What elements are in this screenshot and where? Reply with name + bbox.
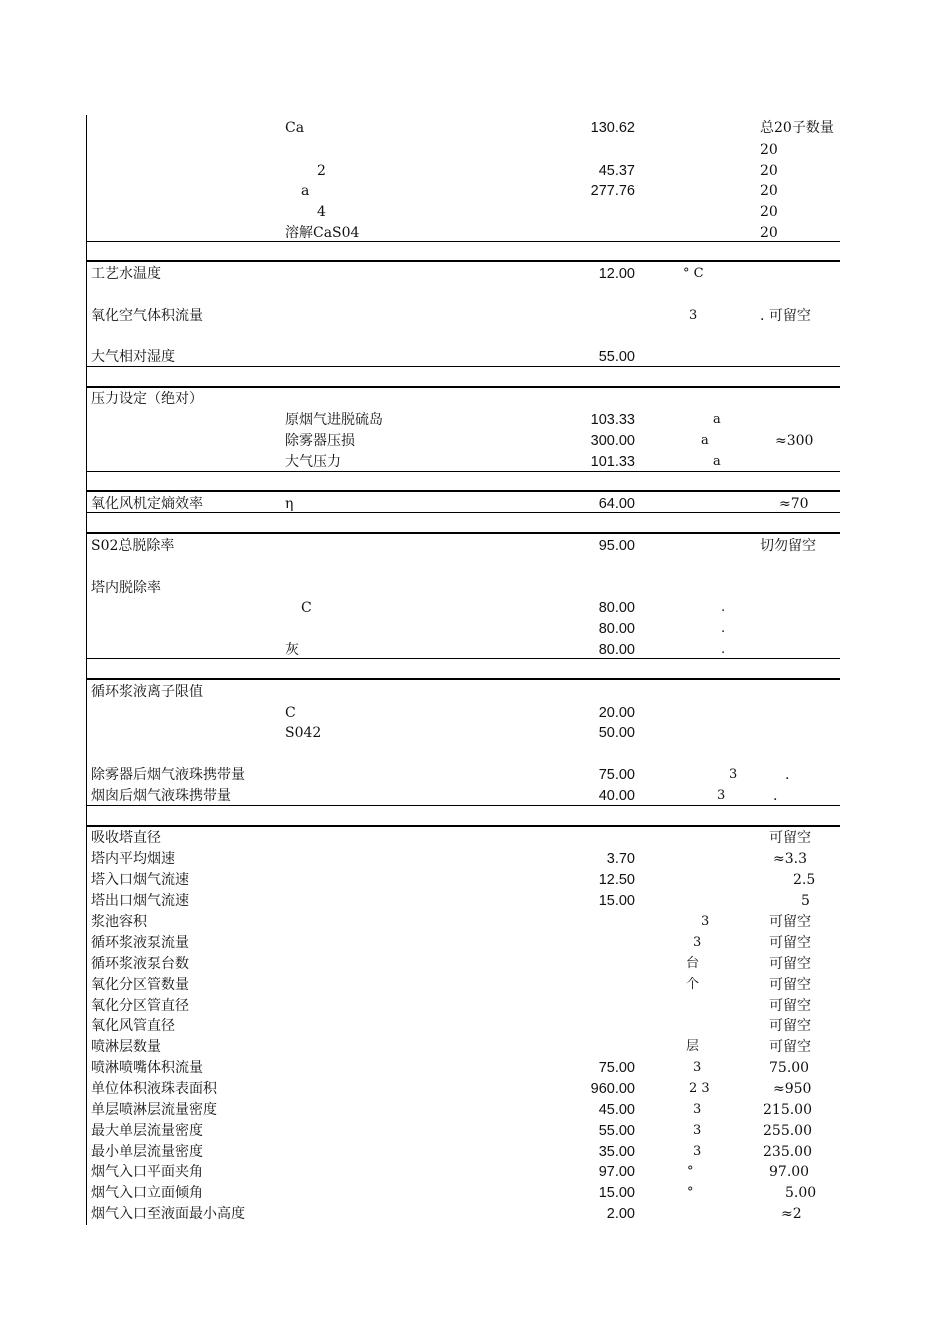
value-cell: 80.00 <box>598 600 635 616</box>
value-cell: 35.00 <box>598 1144 635 1160</box>
row-divider-line <box>86 678 840 680</box>
value-cell: 95.00 <box>598 538 635 554</box>
value-cell: 45.00 <box>598 1102 635 1118</box>
unit-cell: 3 <box>693 1060 702 1075</box>
unit-cell: 2 3 <box>689 1081 710 1096</box>
note-cell: 20 <box>760 183 778 199</box>
row-divider-line <box>86 260 840 262</box>
note-cell: ≈300 <box>775 433 814 449</box>
value-cell: 20.00 <box>598 705 635 721</box>
row-label: 氧化分区管数量 <box>91 977 189 993</box>
note-cell: 20 <box>760 142 778 158</box>
unit-cell: a <box>713 454 721 469</box>
left-border-line <box>86 115 87 1225</box>
row-divider-line <box>86 805 840 806</box>
row-label: 除雾器后烟气液珠携带量 <box>91 767 245 783</box>
value-cell: 80.00 <box>598 621 635 637</box>
sub-label: 除雾器压损 <box>285 433 355 449</box>
unit-cell: 个 <box>686 977 700 992</box>
row-label: 喷淋层数量 <box>91 1039 161 1055</box>
row-label: 氧化分区管直径 <box>91 998 189 1014</box>
note-cell: . <box>785 767 790 783</box>
row-label: 循环浆液泵流量 <box>91 935 189 951</box>
row-divider-line <box>86 386 840 388</box>
note-cell: 可留空 <box>769 914 811 930</box>
row-label: 工艺水温度 <box>91 266 161 282</box>
row-label: 烟气入口立面倾角 <box>91 1185 203 1201</box>
note-cell: 5.00 <box>785 1185 817 1201</box>
unit-cell: 3 <box>701 914 710 929</box>
value-cell: 12.50 <box>598 872 635 888</box>
unit-cell: . <box>721 642 726 657</box>
note-cell: 75.00 <box>769 1060 810 1076</box>
value-cell: 101.33 <box>590 454 635 470</box>
note-cell: 可留空 <box>769 956 811 972</box>
sub-label: C <box>301 600 312 616</box>
unit-cell: . <box>721 621 726 636</box>
row-label: 最小单层流量密度 <box>91 1144 203 1160</box>
value-cell: 2.00 <box>606 1206 635 1222</box>
sub-label: 4 <box>317 204 326 220</box>
unit-cell: a <box>701 433 709 448</box>
value-cell: 15.00 <box>598 893 635 909</box>
note-cell: 可留空 <box>769 935 811 951</box>
unit-cell: 3 <box>693 935 702 950</box>
unit-cell: 3 <box>693 1123 702 1138</box>
row-label: 塔内平均烟速 <box>91 851 175 867</box>
value-cell: 45.37 <box>598 163 635 179</box>
unit-cell: 3 <box>693 1144 702 1159</box>
row-divider-line <box>86 241 840 242</box>
sub-label: a <box>301 183 310 199</box>
note-cell: 可留空 <box>769 1018 811 1034</box>
sub-label: Ca <box>285 120 305 136</box>
row-label: 单位体积液珠表面积 <box>91 1081 217 1097</box>
note-cell: 可留空 <box>769 977 811 993</box>
unit-cell: 台 <box>686 956 700 971</box>
unit-cell: 3 <box>717 788 726 803</box>
row-divider-line <box>86 366 840 367</box>
row-label: 烟囱后烟气液珠携带量 <box>91 788 231 804</box>
note-cell: 总20子数量 <box>760 120 834 136</box>
row-label: 塔入口烟气流速 <box>91 872 189 888</box>
row-label: 吸收塔直径 <box>91 830 161 846</box>
row-label: 最大单层流量密度 <box>91 1123 203 1139</box>
value-cell: 15.00 <box>598 1185 635 1201</box>
note-cell: 切勿留空 <box>760 538 816 554</box>
row-divider-line <box>86 532 840 534</box>
note-cell: 可留空 <box>769 998 811 1014</box>
sub-label: 大气压力 <box>285 454 341 470</box>
value-cell: 75.00 <box>598 767 635 783</box>
note-cell: 可留空 <box>769 1039 811 1055</box>
row-divider-line <box>86 825 840 827</box>
note-cell: 255.00 <box>763 1123 812 1139</box>
unit-cell: 3 <box>693 1102 702 1117</box>
unit-cell: a <box>713 412 721 427</box>
note-cell: 215.00 <box>763 1102 812 1118</box>
sub-label: S042 <box>285 725 322 741</box>
row-label: 循环浆液离子限值 <box>91 684 203 700</box>
row-label: 压力设定（绝对） <box>91 391 203 407</box>
row-label: 氧化风管直径 <box>91 1018 175 1034</box>
row-label: 烟气入口平面夹角 <box>91 1164 203 1180</box>
row-label: 塔出口烟气流速 <box>91 893 189 909</box>
row-label: 氧化空气体积流量 <box>91 308 203 324</box>
note-cell: . <box>773 788 778 804</box>
value-cell: 80.00 <box>598 642 635 658</box>
note-cell: 97.00 <box>769 1164 810 1180</box>
value-cell: 64.00 <box>598 496 635 512</box>
row-label: 浆池容积 <box>91 914 147 930</box>
value-cell: 12.00 <box>598 266 635 282</box>
note-cell: ≈2 <box>781 1206 802 1222</box>
row-label: 循环浆液泵台数 <box>91 956 189 972</box>
note-cell: 2.5 <box>793 872 816 888</box>
value-cell: 130.62 <box>590 120 635 136</box>
value-cell: 3.70 <box>606 851 635 867</box>
note-cell: ≈70 <box>779 496 809 512</box>
row-divider-line <box>86 490 840 492</box>
row-divider-line <box>86 512 840 513</box>
value-cell: 75.00 <box>598 1060 635 1076</box>
value-cell: 55.00 <box>598 349 635 365</box>
unit-cell: ° <box>687 1164 694 1179</box>
value-cell: 277.76 <box>590 183 635 199</box>
row-label: 氧化风机定熵效率 <box>91 496 203 512</box>
row-label: 塔内脱除率 <box>91 580 161 596</box>
row-label: S02总脱除率 <box>91 538 175 554</box>
value-cell: 960.00 <box>590 1081 635 1097</box>
sub-label: 原烟气进脱硫岛 <box>285 412 383 428</box>
note-cell: 可留空 <box>769 830 811 846</box>
row-divider-line <box>86 658 840 659</box>
sub-label: 溶解CaS04 <box>285 225 360 241</box>
note-cell: 20 <box>760 163 778 179</box>
sub-label: η <box>285 496 294 512</box>
unit-cell: 3 <box>689 308 698 323</box>
unit-cell: ° C <box>683 266 704 281</box>
note-cell: 20 <box>760 204 778 220</box>
unit-cell: . <box>721 600 726 615</box>
value-cell: 50.00 <box>598 725 635 741</box>
value-cell: 40.00 <box>598 788 635 804</box>
row-divider-line <box>86 471 840 472</box>
value-cell: 103.33 <box>590 412 635 428</box>
value-cell: 55.00 <box>598 1123 635 1139</box>
note-cell: 20 <box>760 225 778 241</box>
note-cell: 235.00 <box>763 1144 812 1160</box>
sub-label: C <box>285 705 296 721</box>
note-cell: 5 <box>801 893 810 909</box>
sub-label: 2 <box>317 163 326 179</box>
unit-cell: 3 <box>729 767 738 782</box>
unit-cell: ° <box>687 1185 694 1200</box>
note-cell: ≈3.3 <box>773 851 807 867</box>
value-cell: 300.00 <box>590 433 635 449</box>
unit-cell: 层 <box>686 1039 700 1054</box>
row-label: 烟气入口至液面最小高度 <box>91 1206 245 1222</box>
note-cell: . 可留空 <box>760 308 811 324</box>
note-cell: ≈950 <box>773 1081 812 1097</box>
value-cell: 97.00 <box>598 1164 635 1180</box>
row-label: 喷淋喷嘴体积流量 <box>91 1060 203 1076</box>
row-label: 单层喷淋层流量密度 <box>91 1102 217 1118</box>
sub-label: 灰 <box>285 642 299 658</box>
row-label: 大气相对湿度 <box>91 349 175 365</box>
